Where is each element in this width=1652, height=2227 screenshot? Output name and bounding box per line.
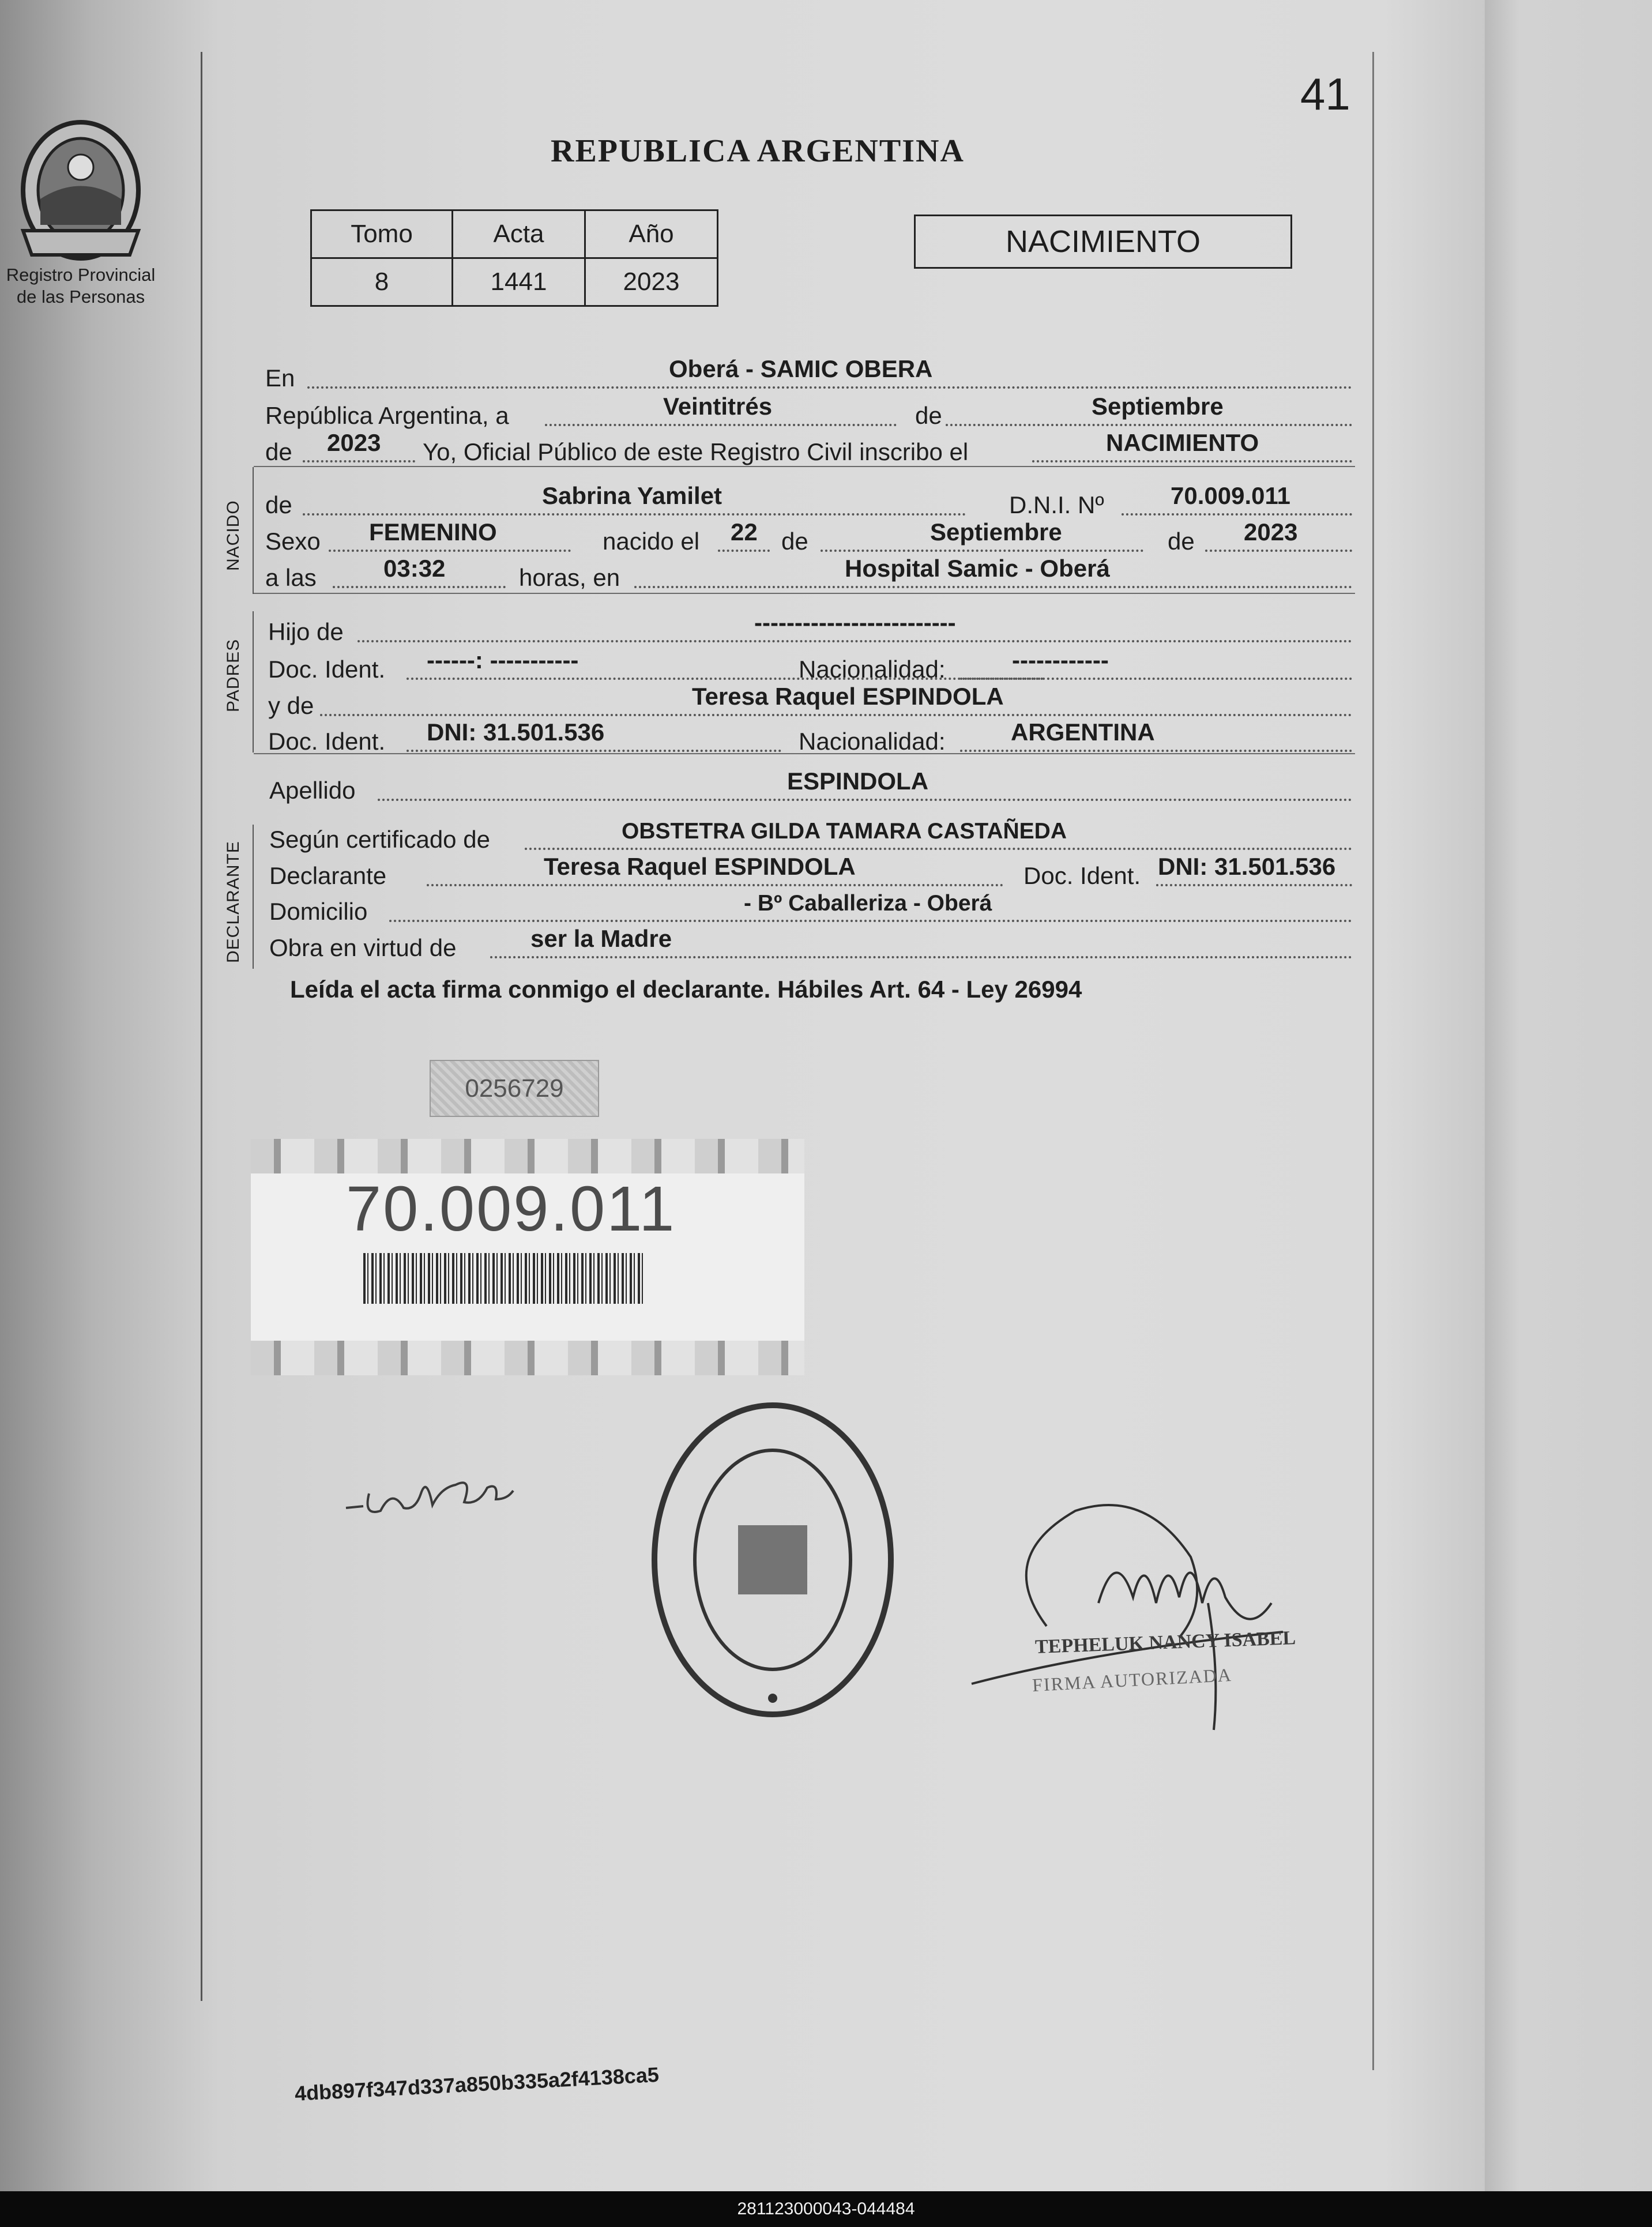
logo-caption-line1: Registro Provincial [6,265,156,285]
value-lugar-nac: Hospital Samic - Oberá [845,555,1110,582]
document-title: REPUBLICA ARGENTINA [551,133,965,169]
row-domicilio [262,891,1352,926]
value-padre-nac: ------------ [1012,646,1109,674]
label-de: de [915,402,942,429]
value-tomo: 8 [311,258,453,306]
header-anio: Año [585,210,718,258]
sticker-pattern-bottom [251,1341,804,1375]
sticker-barcode [363,1253,646,1304]
value-dia-nac: 22 [731,518,758,546]
label-nacionalidad-madre: Nacionalidad: [799,728,946,755]
logo-caption [0,264,161,308]
label-apellido: Apellido [269,777,356,804]
label-en: En [265,364,295,392]
value-nombre: Sabrina Yamilet [542,482,722,509]
value-declarante: Teresa Raquel ESPINDOLA [544,853,856,880]
row-declarante [262,855,1352,890]
label-doc-ident-padre: Doc. Ident. [268,656,386,683]
row-madre-doc [262,718,1352,755]
page-number: 41 [1300,69,1350,119]
section-left-rule [253,825,254,969]
logo-caption-line2: de las Personas [16,287,145,307]
value-lugar: Oberá - SAMIC OBERA [669,355,933,382]
row-hijo-de [262,611,1352,646]
label-sexo: Sexo [265,528,321,555]
value-declarante-doc: DNI: 31.501.536 [1158,853,1336,880]
value-anio-inscripcion: 2023 [327,429,381,456]
value-tipo: NACIMIENTO [1106,429,1259,456]
section-divider [254,593,1355,594]
value-domicilio: - Bº Caballeriza - Oberá [744,891,992,916]
side-label-declarante: DECLARANTE [224,841,243,963]
label-de-nombre: de [265,491,292,518]
value-mes-nac: Septiembre [930,518,1062,546]
label-republica-a: República Argentina, a [265,402,509,429]
row-nombre [262,484,1352,519]
row-apellido [262,770,1352,804]
sticker-pattern-top [251,1139,804,1173]
label-hijo-de: Hijo de [268,618,344,645]
row-certificado [262,819,1352,853]
row-sexo [262,518,1352,555]
label-de-mes: de [781,528,808,555]
label-declarante: Declarante [269,862,387,889]
closing-statement: Leída el acta firma conmigo el declarante. Hábiles Art. 64 - Ley 26994 [290,976,1082,1003]
label-y-de: y de [268,692,314,719]
value-madre-nac: ARGENTINA [1011,718,1155,746]
row-lugar [262,355,1352,392]
value-padre-doc: ------: ----------- [427,646,579,674]
section-left-rule [253,467,254,594]
value-madre-doc: DNI: 31.501.536 [427,718,605,746]
authorized-signature [960,1488,1381,1753]
row-padre-doc [262,646,1352,683]
label-dni-no: D.N.I. Nº [1009,491,1104,518]
header-tomo: Tomo [311,210,453,258]
sticker-number: 70.009.011 [346,1173,676,1244]
label-nacionalidad-padre: Nacionalidad: [799,656,946,683]
value-acta: 1441 [453,258,585,306]
value-dia-inscripcion: Veintitrés [663,393,773,420]
label-de-anio: de [265,438,292,465]
label-doc-ident-declarante: Doc. Ident. [1023,862,1141,889]
handwritten-initials [340,1453,525,1528]
record-type-box: NACIMIENTO [914,215,1292,269]
value-anio: 2023 [585,258,718,306]
official-stamp [646,1395,900,1724]
left-margin-rule [201,52,202,2001]
section-divider [254,466,1355,467]
row-obra-en-virtud [262,927,1352,962]
value-sexo: FEMENINO [369,518,497,546]
row-anio-inscripcion [262,431,1352,466]
label-obra-en-virtud: Obra en virtud de [269,934,457,961]
row-hora-lugar [262,557,1352,592]
label-horas-en: horas, en [519,564,620,591]
label-inscribo: Yo, Oficial Público de este Registro Civil inscribo el [423,438,969,465]
signatory-name: TEPHELUK NANCY ISABEL [1034,1627,1296,1658]
label-a-las: a las [265,564,317,591]
section-left-rule [253,611,254,753]
document-hash: 4db897f347d337a850b335a2f4138ca5 [294,2062,660,2105]
value-hora: 03:32 [383,555,446,582]
value-certificado: OBSTETRA GILDA TAMARA CASTAÑEDA [622,819,1067,844]
row-y-de [262,685,1352,720]
label-doc-ident-madre: Doc. Ident. [268,728,386,755]
signatory-role: FIRMA AUTORIZADA [1032,1664,1233,1696]
label-nacido-el: nacido el [603,528,700,555]
value-padre: ------------------------- [754,609,956,636]
value-madre: Teresa Raquel ESPINDOLA [692,683,1004,710]
value-anio-nac: 2023 [1244,518,1298,546]
label-domicilio: Domicilio [269,898,368,925]
header-acta: Acta [453,210,585,258]
value-apellido: ESPINDOLA [787,768,929,795]
right-margin-rule [1372,52,1374,2070]
acta-reference-table [310,209,718,307]
label-segun-certificado: Según certificado de [269,826,490,853]
dni-sticker [251,1139,804,1375]
footer-code-bar: 281123000043-044484 [0,2191,1652,2227]
value-mes-inscripcion: Septiembre [1092,393,1224,420]
row-fecha-inscripcion [262,395,1352,430]
value-obra-en-virtud: ser la Madre [530,925,672,952]
security-serial-hologram: 0256729 [430,1060,599,1117]
side-label-nacido: NACIDO [224,500,243,571]
province-seal-logo [6,104,156,265]
side-label-padres: PADRES [224,638,243,712]
label-de-anio-nac: de [1168,528,1195,555]
page-edge [1485,0,1652,2191]
value-dni-nacido: 70.009.011 [1171,482,1290,509]
